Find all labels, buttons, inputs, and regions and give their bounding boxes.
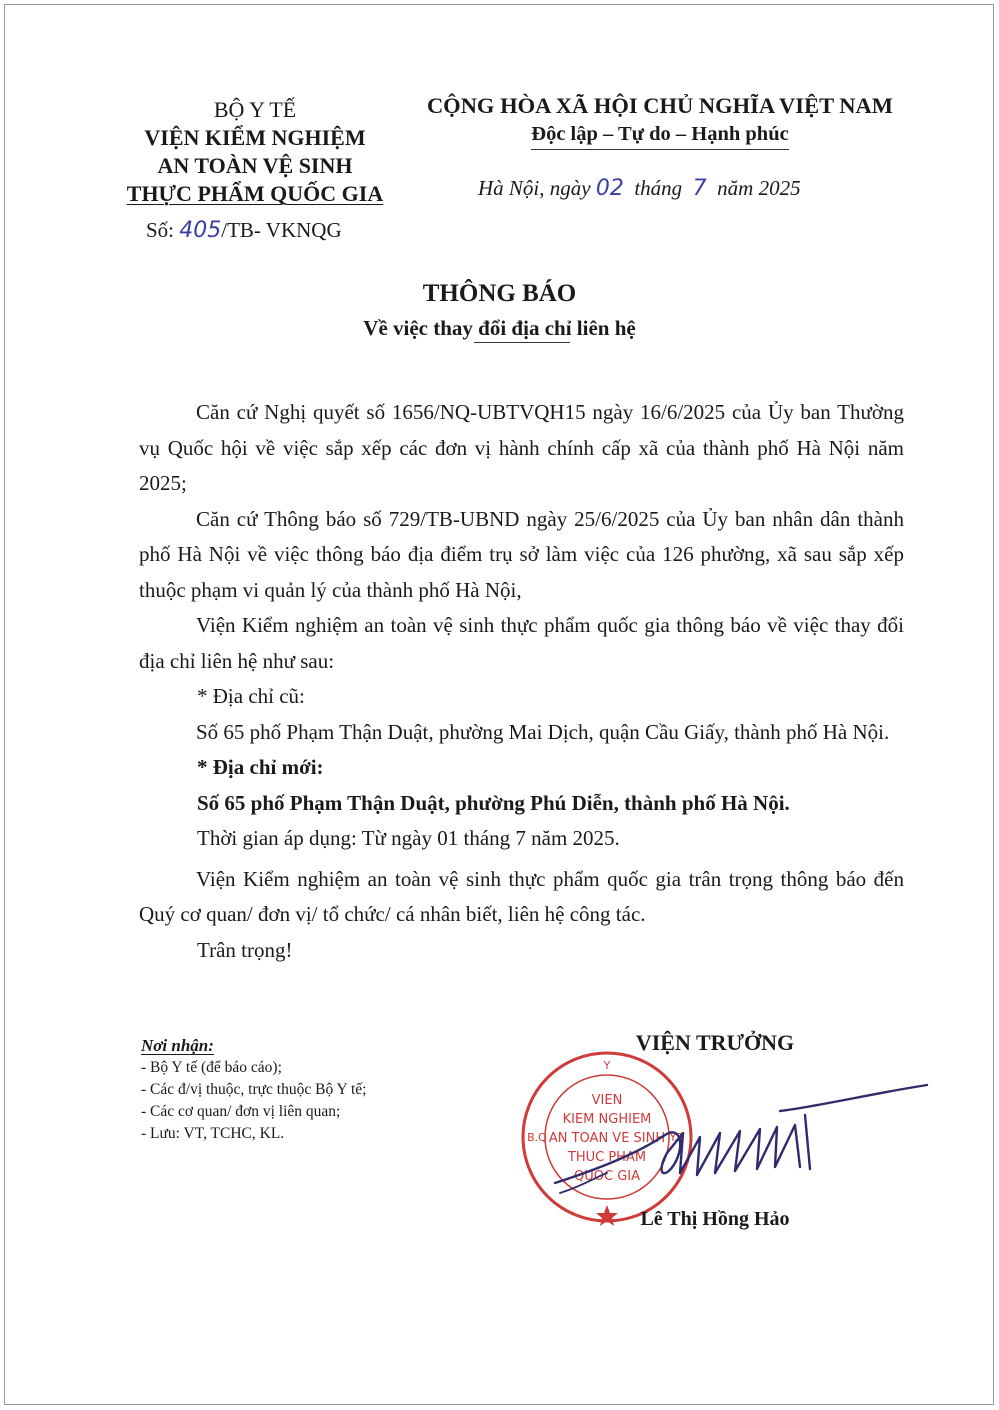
closing-greeting: Trân trọng! xyxy=(197,937,293,962)
stamp-text-line: THUC PHAM xyxy=(567,1150,647,1165)
recipients-list xyxy=(141,1035,367,1145)
institute-name-line2: AN TOÀN VỆ SINH xyxy=(157,153,353,178)
official-stamp-icon xyxy=(523,1053,691,1226)
recipient-item: - Các cơ quan/ đơn vị liên quan; xyxy=(141,1103,341,1120)
signer-name: Lê Thị Hồng Hảo xyxy=(640,1208,790,1230)
stamp-top-text: Y xyxy=(603,1059,611,1072)
document-title: THÔNG BÁO xyxy=(422,280,577,307)
document-subtitle: Về việc thay đổi địa chỉ liên hệ xyxy=(363,316,636,340)
stamp-text-line: QUOC GIA xyxy=(574,1169,640,1184)
official-stamp-and-signature xyxy=(515,1045,935,1230)
handwritten-number: 405 xyxy=(179,218,222,243)
organization-header xyxy=(110,96,400,208)
document-body xyxy=(139,395,904,968)
handwritten-month: 7 xyxy=(692,176,707,201)
recipients-heading: Nơi nhận: xyxy=(141,1036,214,1055)
paragraph-legal-basis-1: Căn cứ Nghị quyết số 1656/NQ-UBTVQH15 ngày 16/6/2025 của Ủy ban Thường vụ Quốc hội về việc sắp xếp các đơn vị hành chính cấp xã của thành phố Hà Nội năm 2025; xyxy=(139,400,904,495)
national-header xyxy=(410,92,910,150)
stamp-text-line: AN TOAN VE SINH xyxy=(548,1131,666,1146)
signer-position: VIỆN TRƯỞNG xyxy=(635,1030,795,1055)
subtitle-underline xyxy=(474,342,570,343)
stamp-side-left-text: B.Q xyxy=(527,1131,547,1144)
stamp-text-line: KIEM NGHIEM xyxy=(562,1112,652,1127)
paragraph-legal-basis-2: Căn cứ Thông báo số 729/TB-UBND ngày 25/6/2025 của Ủy ban nhân dân thành phố Hà Nội về việc thông báo địa điểm trụ sở làm việc của 126 phường, xã sau sắp xếp thuộc phạm vi quản lý của thành phố Hà Nội, xyxy=(139,506,904,602)
stamp-text-line: VIEN xyxy=(591,1093,623,1108)
country-name: CỘNG HÒA XÃ HỘI CHỦ NGHĨA VIỆT NAM xyxy=(426,93,894,118)
document-number: Số: 405/TB- VKNQG xyxy=(146,218,342,243)
paragraph-closing: Viện Kiểm nghiệm an toàn vệ sinh thực phẩm quốc gia trân trọng thông báo đến Quý cơ quan/ đơn vị/ tổ chức/ cá nhân biết, liên hệ công tác. xyxy=(139,866,904,926)
document-date: Hà Nội, ngày 02 tháng 7 năm 2025 xyxy=(478,176,801,201)
new-address-label: * Địa chỉ mới: xyxy=(197,755,324,779)
institute-name-line3: THỰC PHẨM QUỐC GIA xyxy=(126,181,384,206)
old-address-label: * Địa chỉ cũ: xyxy=(197,684,305,708)
recipient-item: - Lưu: VT, TCHC, KL. xyxy=(141,1125,285,1142)
recipient-item: - Bộ Y tế (để báo cáo); xyxy=(141,1059,282,1076)
handwritten-day: 02 xyxy=(595,176,624,201)
stamp-side-right-text: Y.T xyxy=(669,1131,685,1144)
paragraph-announcement: Viện Kiểm nghiệm an toàn vệ sinh thực phẩm quốc gia thông báo về việc thay đổi địa chỉ liên hệ như sau: xyxy=(139,613,904,673)
old-address: Số 65 phố Phạm Thận Duật, phường Mai Dịch, quận Cầu Giấy, thành phố Hà Nội. xyxy=(196,719,890,744)
institute-name-line1: VIỆN KIỂM NGHIỆM xyxy=(144,125,366,150)
effective-date: Thời gian áp dụng: Từ ngày 01 tháng 7 năm 2025. xyxy=(197,826,620,850)
ministry-name: BỘ Y TẾ xyxy=(213,97,297,122)
national-motto: Độc lập – Tự do – Hạnh phúc xyxy=(531,120,788,150)
new-address: Số 65 phố Phạm Thận Duật, phường Phú Diễn, thành phố Hà Nội. xyxy=(197,790,790,815)
recipient-item: - Các đ/vị thuộc, trực thuộc Bộ Y tế; xyxy=(141,1081,367,1098)
